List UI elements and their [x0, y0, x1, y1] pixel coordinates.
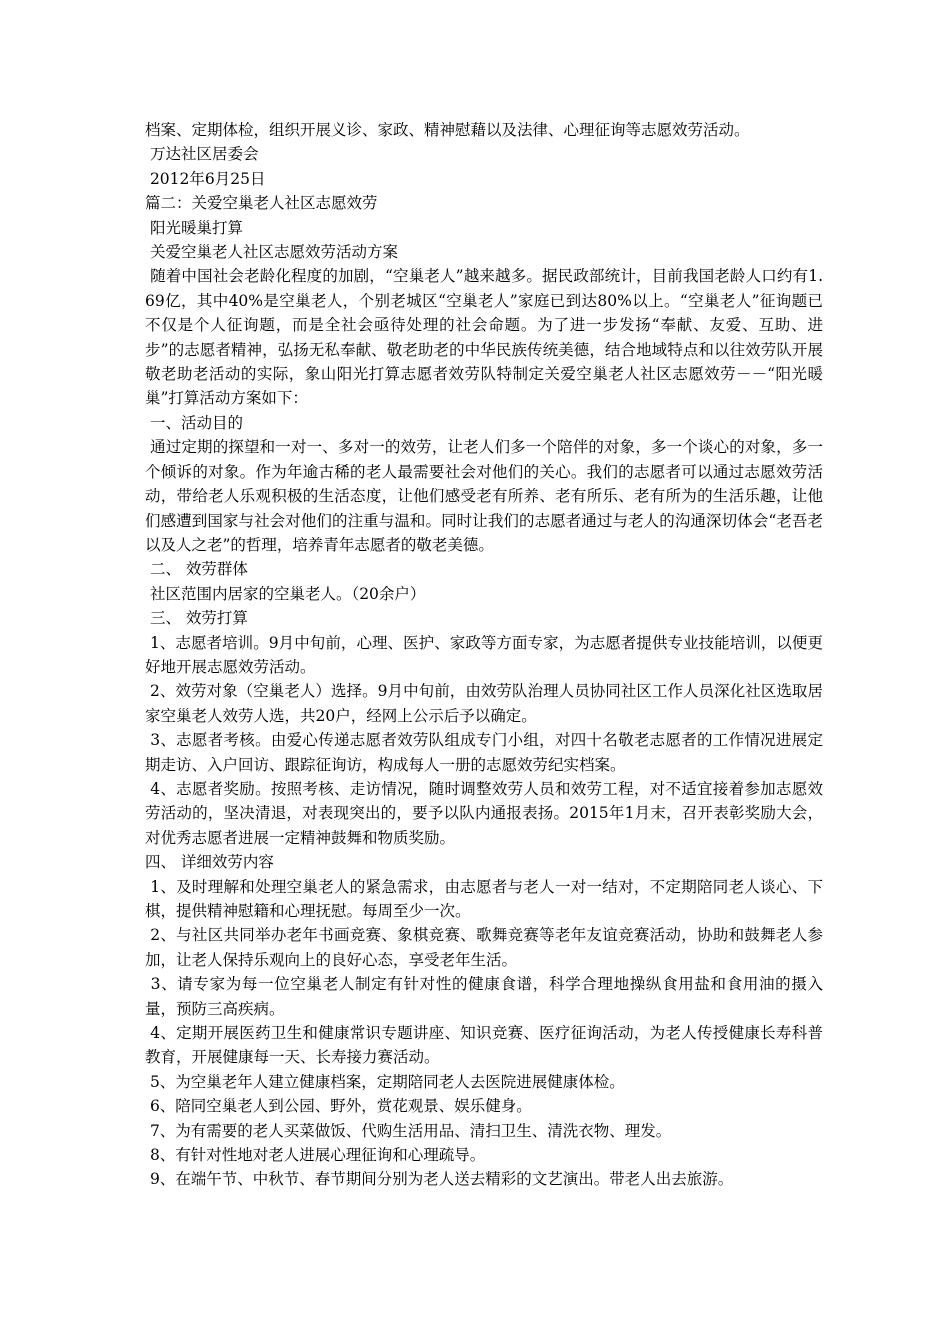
- purpose-paragraph: 通过定期的探望和一对一、多对一的效劳，让老人们多一个陪伴的对象，多一个谈心的对象，多一个倾诉的对象。作为年逾古稀的老人最需要社会对他们的关心。我们的志愿者可以通过志愿效劳活动，带给老人乐观积极的生活态度，让他们感受老有所养、老有所乐、老有所为的生活乐趣，让他们感遭到国家与社会对他们的注重与温和。同时让我们的志愿者通过与老人的沟通深切体会“老吾老以及人之老”的哲理，培养青年志愿者的敬老美德。: [145, 438, 823, 554]
- signature-date: 2012年6月25日: [145, 169, 266, 188]
- paragraph-continuation: 档案、定期体检，组织开展义诊、家政、精神慰藉以及法律、心理征询等志愿效劳活动。: [145, 121, 750, 139]
- content-item: 8、有针对性地对老人进展心理征询和心理疏导。: [145, 1146, 486, 1165]
- plan-item: 3、志愿者考核。由爱心传递志愿者效劳队组成专门小组，对四十名敬老志愿者的工作情况进展定期走访、入户回访、跟踪征询访，构成每人一册的志愿效劳纪实档案。: [145, 731, 823, 774]
- content-item: 5、为空巢老年人建立健康档案，定期陪同老人去医院进展健康体检。: [145, 1072, 625, 1091]
- service-group-paragraph: 社区范围内居家的空巢老人。（20余户）: [145, 584, 426, 603]
- content-item: 7、为有需要的老人买菜做饭、代购生活用品、清扫卫生、清洗衣物、理发。: [145, 1121, 672, 1140]
- plan-item: 4、志愿者奖励。按照考核、走访情况，随时调整效劳人员和效劳工程，对不适宜接着参加志愿效劳活动的，坚决清退，对表现突出的，要予以队内通报表扬。2015年1月末，召开表彰奖励大会，对优秀志愿者进展一定精神鼓舞和物质奖励。: [145, 779, 823, 847]
- plan-title: 关爱空巢老人社区志愿效劳活动方案: [145, 243, 398, 262]
- heading-purpose: 一、活动目的: [145, 413, 243, 432]
- intro-paragraph: 随着中国社会老龄化程度的加剧，“空巢老人”越来越多。据民政部统计，目前我国老龄人口约有1.69亿，其中40%是空巢老人，个别老城区“空巢老人”家庭已到达80%以上。“空巢老人”征询题已不仅是个人征询题，而是全社会亟待处理的社会命题。为了进一步发扬“奉献、友爱、互助、进步”的志愿者精神，弘扬无私奉献、敬老助老的中华民族传统美德，结合地域特点和以往效劳队开展敬老助老活动的实际，象山阳光打算志愿者效劳队特制定关爱空巢老人社区志愿效劳－－“阳光暖巢”打算活动方案如下：: [145, 267, 823, 408]
- document-body: [145, 118, 823, 1192]
- content-item: 1、及时理解和处理空巢老人的紧急需求，由志愿者与老人一对一结对，不定期陪同老人谈心、下棋，提供精神慰籍和心理抚慰。每周至少一次。: [145, 877, 823, 920]
- plan-name: 阳光暖巢打算: [145, 218, 243, 237]
- section-title: 篇二：关爱空巢老人社区志愿效劳: [145, 194, 378, 213]
- signature-organization: 万达社区居委会: [145, 145, 259, 164]
- heading-service-group: 二、 效劳群体: [145, 560, 248, 579]
- content-item: 4、定期开展医药卫生和健康常识专题讲座、知识竞赛、医疗征询活动，为老人传授健康长寿科普教育，开展健康每一天、长寿接力赛活动。: [145, 1024, 823, 1067]
- content-item: 6、陪同空巢老人到公园、野外，赏花观景、娱乐健身。: [145, 1097, 532, 1116]
- heading-service-content: 四、 详细效劳内容: [145, 853, 274, 872]
- content-item: 3、请专家为每一位空巢老人制定有针对性的健康食谱，科学合理地操纵食用盐和食用油的摄入量，预防三高疾病。: [145, 975, 823, 1018]
- heading-service-plan: 三、 效劳打算: [145, 609, 248, 628]
- content-item: 2、与社区共同举办老年书画竞赛、象棋竞赛、歌舞竞赛等老年友谊竞赛活动，协助和鼓舞老人参加，让老人保持乐观向上的良好心态，享受老年生活。: [145, 926, 823, 969]
- plan-item: 2、效劳对象（空巢老人）选择。9月中旬前，由效劳队治理人员协同社区工作人员深化社区选取居家空巢老人效劳人选，共20户，经网上公示后予以确定。: [145, 682, 823, 725]
- content-item: 9、在端午节、中秋节、春节期间分别为老人送去精彩的文艺演出。带老人出去旅游。: [145, 1170, 734, 1189]
- plan-item: 1、志愿者培训。9月中旬前，心理、医护、家政等方面专家，为志愿者提供专业技能培训，以便更好地开展志愿效劳活动。: [145, 633, 823, 676]
